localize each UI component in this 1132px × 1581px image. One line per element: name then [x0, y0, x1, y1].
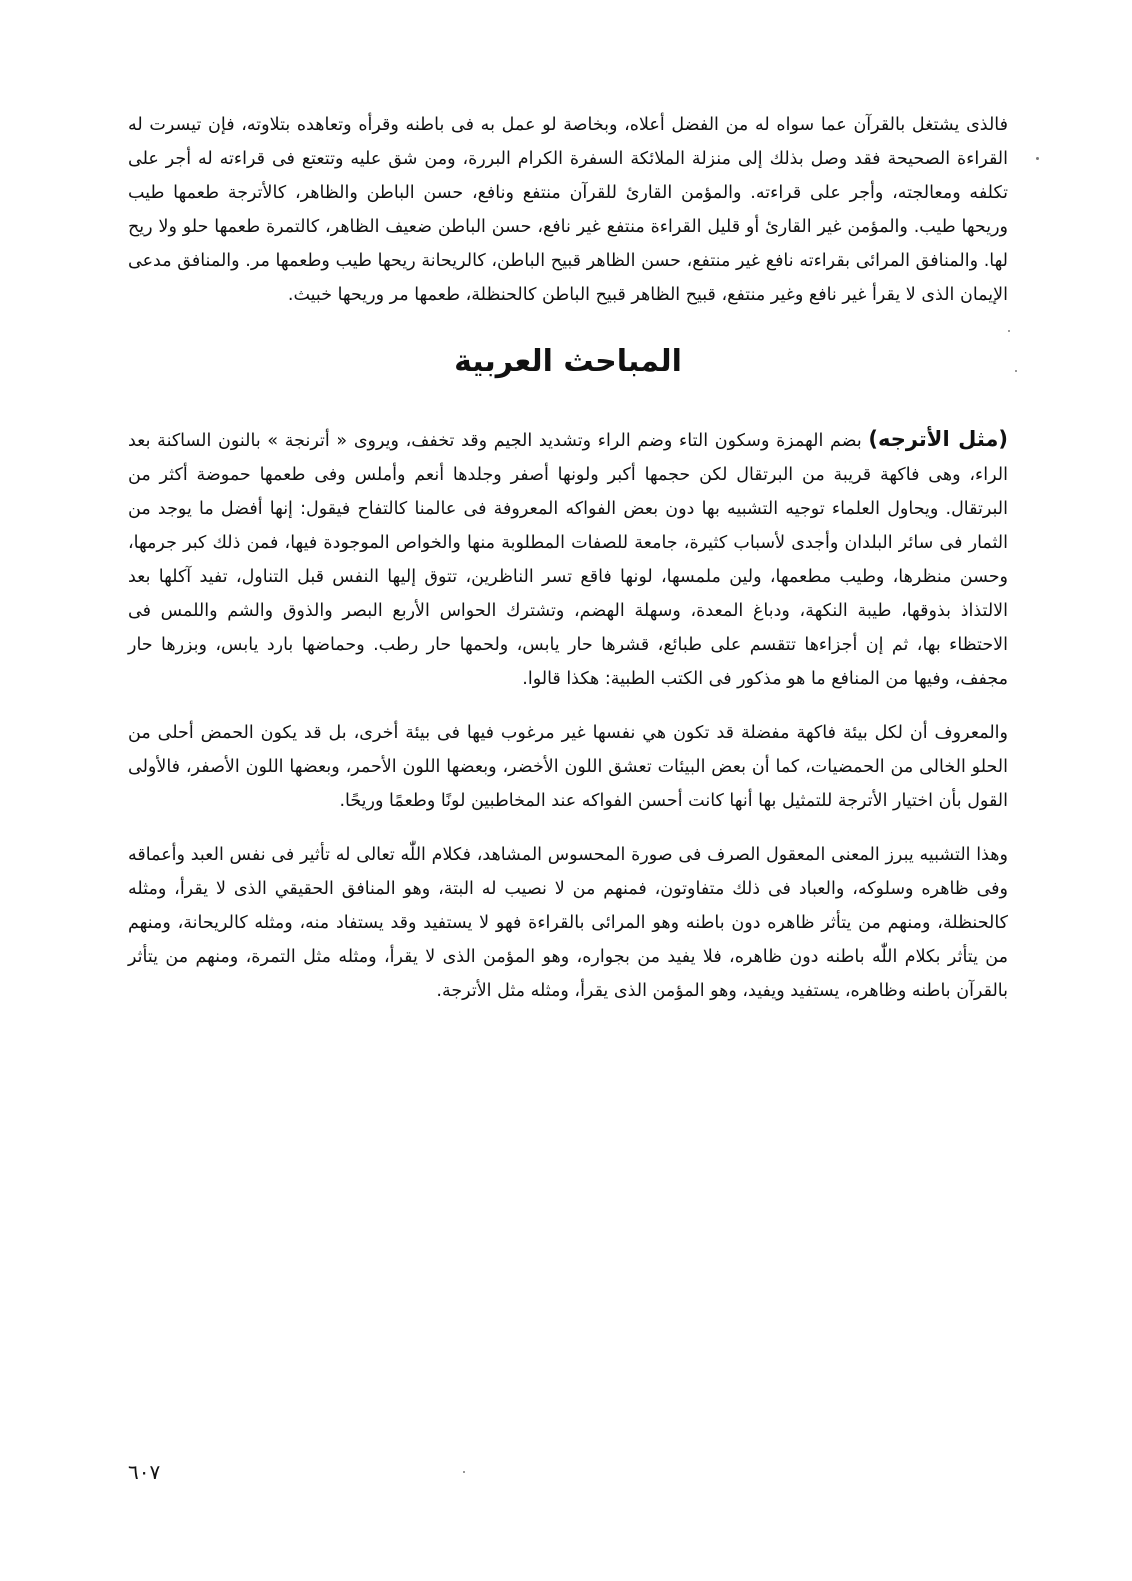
- section-heading: المباحث العربية: [454, 344, 682, 379]
- definition-paragraph: [128, 422, 1008, 696]
- scan-speck: [1015, 370, 1017, 372]
- definition-text: بضم الهمزة وسكون التاء وضم الراء وتشديد الجيم وقد تخفف، ويروى « أترنجة » بالنون الساكنة بعد الراء، وهى فاكهة قريبة من البرتقال لكن حجمها أكبر ولونها أصفر وجلدها أنعم وأملس وفى طعمها حموضة أكثر من البرتقال. ويحاول العلماء توجيه التشبيه بها دون بعض الفواكه المعروفة فى عالمنا كالتفاح فيقول: إنها أفضل ما يوجد من الثمار فى سائر البلدان وأجدى لأسباب كثيرة، جامعة للصفات المطلوبة منها والخواص الموجودة فيها، فمن ذلك كبر جرمها، وحسن منظرها، وطيب مطعمها، ولين ملمسها، لونها فاقع تسر الناظرين، تتوق إليها النفس قبل التناول، تفيد آكلها بعد الالتذاذ بذوقها، طيبة النكهة، ودباغ المعدة، وسهلة الهضم، وتشترك الحواس الأربع البصر والذوق والشم واللمس فى الاحتظاء بها، ثم إن أجزاءها تتقسم على طبائع، قشرها حار يابس، ولحمها حار رطب. وحماضها بارد يابس، وبزرها حار مجفف، وفيها من المنافع ما هو مذكور فى الكتب الطبية: هكذا قالوا.: [128, 431, 1008, 689]
- scan-speck: [463, 1471, 465, 1473]
- page-number: ٦٠٧: [128, 1460, 161, 1484]
- page-content: [128, 108, 1008, 1008]
- scan-speck: [1036, 157, 1039, 160]
- body-paragraph: وهذا التشبيه يبرز المعنى المعقول الصرف فى صورة المحسوس المشاهد، فكلام اللّٰه تعالى له تأثير فى نفس العبد وأعماقه وفى ظاهره وسلوكه، والعباد فى ذلك متفاوتون، فمنهم من لا نصيب له البتة، وهو المنافق الحقيقي الذى لا يقرأ، ومثله كالحنظلة، ومنهم من يتأثر ظاهره دون باطنه وهو المرائى بالقراءة فهو لا يستفيد وقد يستفاد منه، ومثله كالريحانة، ومنهم من يتأثر بكلام اللّٰه باطنه دون ظاهره، فلا يفيد من بجواره، وهو المؤمن الذى لا يقرأ، ومثله مثل التمرة، ومنهم من يتأثر بالقرآن باطنه وظاهره، يستفيد ويفيد، وهو المؤمن الذى يقرأ، ومثله مثل الأترجة.: [128, 845, 1008, 1001]
- scan-speck: [1008, 330, 1010, 332]
- body-paragraph: والمعروف أن لكل بيئة فاكهة مفضلة قد تكون هي نفسها غير مرغوب فيها فى بيئة أخرى، بل قد يكون الحمض أحلى من الحلو الخالى من الحمضيات، كما أن بعض البيئات تعشق اللون الأخضر، وبعضها اللون الأحمر، وبعضها اللون الأصفر، فالأولى القول بأن اختيار الأترجة للتمثيل بها أنها كانت أحسن الفواكه عند المخاطبين لونًا وطعمًا وريحًا.: [128, 723, 1008, 811]
- lead-term: (مثل الأترجه): [868, 427, 1008, 451]
- opening-paragraph: فالذى يشتغل بالقرآن عما سواه له من الفضل أعلاه، وبخاصة لو عمل به فى باطنه وقرأه وتعاهده بتلاوته، فإن تيسرت له القراءة الصحيحة فقد وصل بذلك إلى منزلة الملائكة السفرة الكرام البررة، ومن شق عليه وتتعتع فى قراءته له أجر على تكلفه ومعالجته، وأجر على قراءته. والمؤمن القارئ للقرآن منتفع ونافع، حسن الباطن والظاهر، كالأترجة طعمها طيب وريحها طيب. والمؤمن غير القارئ أو قليل القراءة منتفع غير نافع، حسن الباطن ضعيف الظاهر، كالتمرة طعمها حلو ولا ريح لها. والمنافق المرائى بقراءته نافع غير منتفع، حسن الظاهر قبيح الباطن، كالريحانة ريحها طيب وطعمها مر. والمنافق مدعى الإيمان الذى لا يقرأ غير نافع وغير منتفع، قبيح الظاهر قبيح الباطن كالحنظلة، طعمها مر وريحها خبيث.: [128, 115, 1008, 305]
